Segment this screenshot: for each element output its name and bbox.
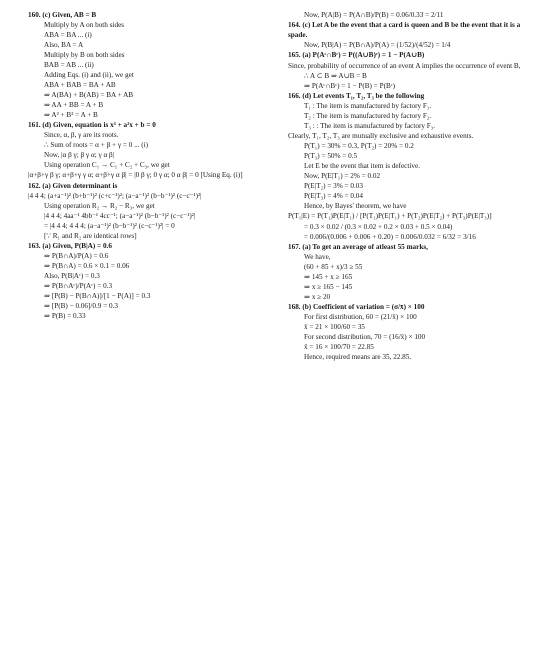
solution-line: We have, xyxy=(304,252,331,261)
solution-line: Also, P(B|Aᶜ) = 0.3 xyxy=(44,272,100,281)
solution-line: P(T₁|E) = P(T₁)P(E|T₁) / [P(T₁)P(E|T₁) + P(T₂)P(E|T₂) + P(T₃)P(E|T₃)] xyxy=(288,212,492,221)
solution-line: ⇒ P(B∩A) = 0.6 × 0.1 = 0.06 xyxy=(44,262,130,271)
solution-line: P(T₃) = 50% = 0.5 xyxy=(304,152,358,161)
solution-line: ABA + BAB = BA + AB xyxy=(44,81,116,90)
solution-line: ⇒ [P(B) − 0.06]/0.9 = 0.3 xyxy=(44,302,119,311)
solution-line: = |4 4 4; 4 4 4; (a−a⁻¹)² (b−b⁻¹)² (c−c⁻¹)²| = 0 xyxy=(44,222,175,231)
solution-line: |4 4 4; (a+a⁻¹)² (b+b⁻¹)² (c+c⁻¹)²; (a−a⁻¹)² (b−b⁻¹)² (c−c⁻¹)²| xyxy=(28,191,202,200)
solution-line: Now, |α β γ; β γ α; γ α β| xyxy=(44,151,115,160)
solution-line: T₃ : : The item is manufactured by factory F₃. xyxy=(304,122,436,131)
solution-line: Clearly, T₁, T₂, T₃ are mutually exclusive and exhaustive events. xyxy=(288,132,474,141)
solution-line: = 0.006/(0.006 + 0.006 + 0.20) = 0.006/0.032 = 6/32 = 3/16 xyxy=(304,232,476,241)
solution-line: Now, P(B|A) = P(B∩A)/P(A) = (1/52)/(4/52) = 1/4 xyxy=(304,41,451,50)
solution-line: 166. (d) Let events T₁, T₂, T₃ be the following xyxy=(288,91,425,100)
solution-line: T₁ : The item is manufactured by factory F₁. xyxy=(304,102,432,111)
solution-line: ⇒ P(B∩A)/P(A) = 0.6 xyxy=(44,252,109,261)
solution-line: ⇒ [P(B) − P(B∩A)]/[1 − P(A)] = 0.3 xyxy=(44,292,151,301)
solution-line: Hence, required means are 35, 22.85. xyxy=(304,352,412,361)
solution-line: x̄ = 21 × 100/60 = 35 xyxy=(304,322,365,331)
solution-line: Multiply by B on both sides xyxy=(44,51,125,60)
solution-line: 167. (a) To get an average of atleast 55 marks, xyxy=(288,242,428,251)
solution-line: Multiply by A on both sides xyxy=(44,21,125,30)
solution-line: 160. (c) Given, AB = B xyxy=(28,11,97,19)
solution-line: ⇒ x ≥ 20 xyxy=(304,292,331,301)
solution-line: 165. (a) P(Aᶜ∩Bᶜ) = P((A∪B)ᶜ) = 1 − P(A∪B) xyxy=(288,51,425,60)
solution-line: Now, P(A|B) = P(A∩B)/P(B) = 0.06/0.33 = 2/11 xyxy=(304,11,444,19)
solution-line: P(T₁) = 30% = 0.3, P(T₂) = 20% = 0.2 xyxy=(304,142,414,151)
solution-line: ABA = BA ... (i) xyxy=(44,31,92,40)
solution-line: |4 4 4; 4aa⁻¹ 4bb⁻¹ 4cc⁻¹; (a−a⁻¹)² (b−b⁻¹)² (c−c⁻¹)²| xyxy=(44,212,196,221)
solution-line: Also, BA = A xyxy=(44,41,84,50)
solution-line: 163. (a) Given, P(B|A) = 0.6 xyxy=(28,242,112,251)
solution-line: ∴ Sum of roots = α + β + γ = 0 ... (i) xyxy=(44,141,149,150)
solution-line: ⇒ P(B) = 0.33 xyxy=(44,312,86,321)
solution-line: ⇒ A(BA) + B(AB) = BA + AB xyxy=(44,91,134,100)
solution-line: ⇒ A² + B² = A + B xyxy=(44,111,98,120)
solution-line: For second distribution, 70 = (16/x̄) × 100 xyxy=(304,332,426,341)
solution-line: Using operation C₁ → C₁ + C₂ + C₃, we get xyxy=(44,161,170,170)
solution-line: 168. (b) Coefficient of variation = (σ/x̄) × 100 xyxy=(288,302,425,311)
solution-line: x̄ = 16 × 100/70 = 22.85 xyxy=(304,342,374,351)
left-column xyxy=(28,10,278,321)
solution-line: Since, α, β, γ are its roots. xyxy=(44,131,119,140)
solution-line: [∵ R₁ and R₂ are identical rows] xyxy=(44,232,137,241)
solution-line: 164. (c) Let A be the event that a card is queen and B be the event that it is a spade. xyxy=(288,21,521,40)
solution-line: Hence, by Bayes' theorem, we have xyxy=(304,202,407,211)
solution-line: Adding Eqs. (i) and (ii), we get xyxy=(44,71,134,80)
solution-line: Using operation R₂ → R₂ − R₃, we get xyxy=(44,202,155,211)
solution-line: Since, probability of occurrence of an event A implies the occurrence of event B, xyxy=(288,61,521,70)
right-column xyxy=(288,10,536,362)
solution-line: = 0.3 × 0.02 / (0.3 × 0.02 + 0.2 × 0.03 + 0.5 × 0.04) xyxy=(304,222,453,231)
solution-line: T₂ : The item is manufactured by factory F₂. xyxy=(304,112,432,121)
solution-line: Let E be the event that item is defective. xyxy=(304,162,420,171)
solution-line: BAB = AB ... (ii) xyxy=(44,61,94,70)
solution-line: 162. (a) Given determinant is xyxy=(28,181,118,190)
solution-line: ⇒ AA + BB = A + B xyxy=(44,101,104,110)
solution-line: P(E|T₃) = 4% = 0.04 xyxy=(304,192,363,201)
solution-line: P(E|T₂) = 3% = 0.03 xyxy=(304,182,363,191)
solution-line: (60 + 85 + x)/3 ≥ 55 xyxy=(304,262,363,271)
solution-line: Now, P(E|T₁) = 2% = 0.02 xyxy=(304,172,381,181)
solution-line: ⇒ P(Aᶜ∩Bᶜ) = 1 − P(B) = P(Bᶜ) xyxy=(304,81,395,90)
solution-line: ⇒ x ≥ 165 − 145 xyxy=(304,282,353,291)
solution-line: For first distribution, 60 = (21/x̄) × 100 xyxy=(304,312,417,321)
solution-line: 161. (d) Given, equation is x³ + a²x + b = 0 xyxy=(28,121,156,130)
solution-line: ⇒ P(B∩Aᶜ)/P(Aᶜ) = 0.3 xyxy=(44,282,113,291)
solution-line: ∴ A ⊂ B ⇒ A∪B = B xyxy=(304,71,367,80)
solution-line: ⇒ 145 + x ≥ 165 xyxy=(304,272,353,281)
solution-line: |α+β+γ β γ; α+β+γ γ α; α+β+γ α β| = |0 β γ; 0 γ α; 0 α β| = 0 [Using Eq. (i)] xyxy=(28,171,243,180)
